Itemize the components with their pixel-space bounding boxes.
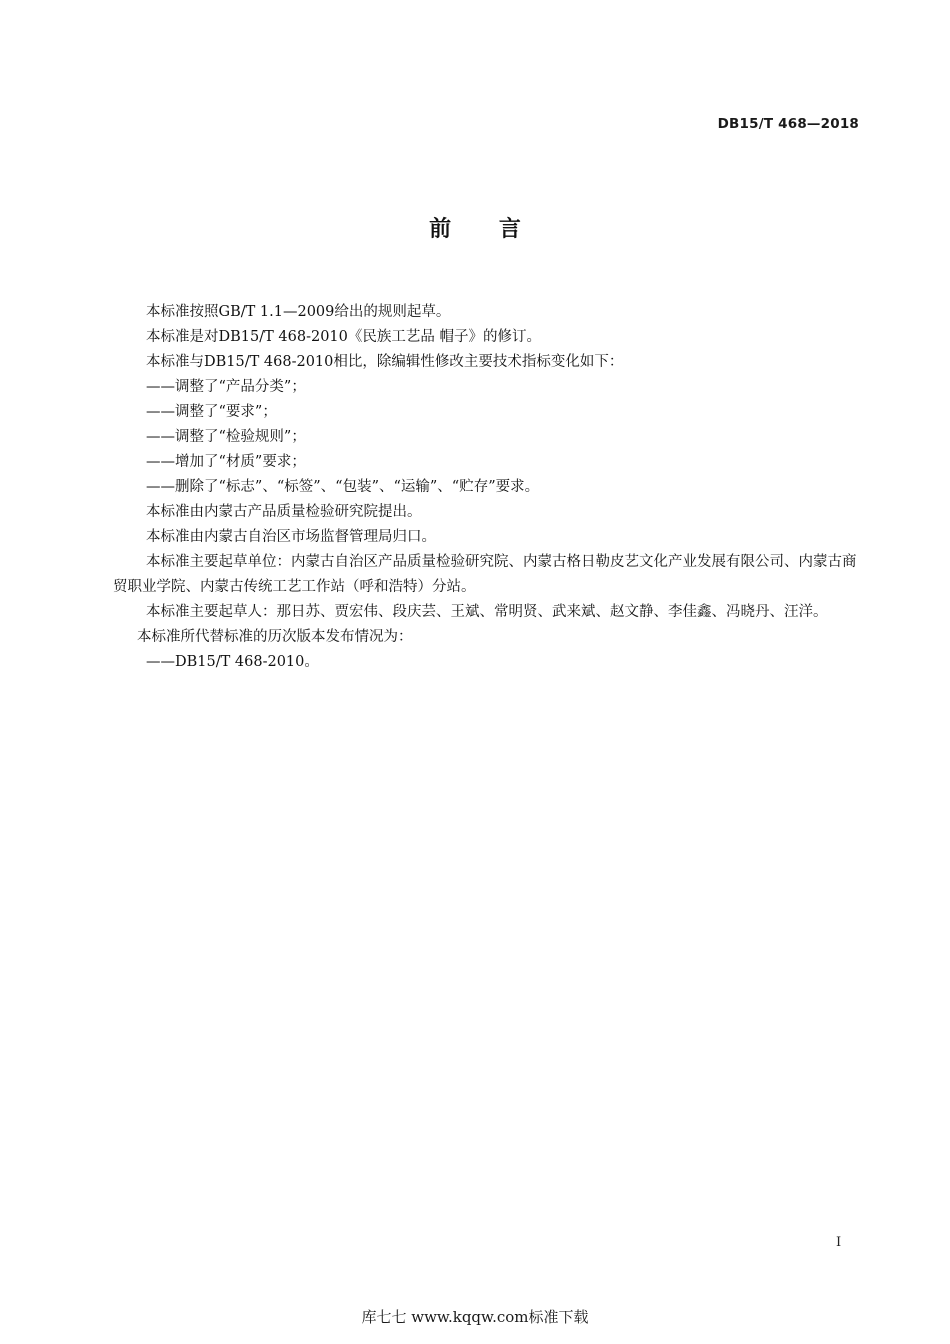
footer-watermark-text: 库七七 www.kqqw.com标准下载 [361, 1308, 589, 1326]
paragraph-drafting-rules: 本标准按照GB/T 1.1—2009给出的规则起草。 [146, 304, 451, 320]
paragraph-proposed-by: 本标准由内蒙古产品质量检验研究院提出。 [146, 504, 422, 520]
paragraph-drafters: 本标准主要起草人：那日苏、贾宏伟、段庆芸、王斌、常明贤、武来斌、赵文静、李佳鑫、冯晓丹、汪洋。 [146, 604, 828, 620]
paragraph-changes-intro: 本标准与DB15/T 468-2010相比，除编辑性修改主要技术指标变化如下： [146, 354, 624, 370]
list-item-change: ——增加了“材质”要求； [146, 454, 306, 470]
section-title: 前 言 [429, 217, 541, 242]
paragraph-version-history: 本标准所代替标准的历次版本发布情况为： [137, 629, 413, 645]
list-item-change: ——调整了“要求”； [146, 404, 277, 420]
page-number: I [836, 1235, 842, 1250]
paragraph-revision-of: 本标准是对DB15/T 468-2010《民族工艺品 帽子》的修订。 [146, 329, 541, 345]
document-code: DB15/T 468—2018 [717, 116, 859, 132]
paragraph-drafting-units: 本标准主要起草单位：内蒙古自治区产品质量检验研究院、内蒙古格日勒皮艺文化产业发展有限公司、内蒙古商贸职业学院、内蒙古传统工艺工作站（呼和浩特）分站。 [113, 554, 857, 595]
list-item-change: ——调整了“检验规则”； [146, 429, 306, 445]
foreword-body [113, 300, 863, 675]
list-item-change: ——删除了“标志”、“标签”、“包装”、“运输”、“贮存”要求。 [146, 479, 540, 495]
list-item-previous-version: ——DB15/T 468-2010。 [146, 654, 319, 670]
paragraph-centralized-by: 本标准由内蒙古自治区市场监督管理局归口。 [146, 529, 436, 545]
list-item-change: ——调整了“产品分类”； [146, 379, 306, 395]
